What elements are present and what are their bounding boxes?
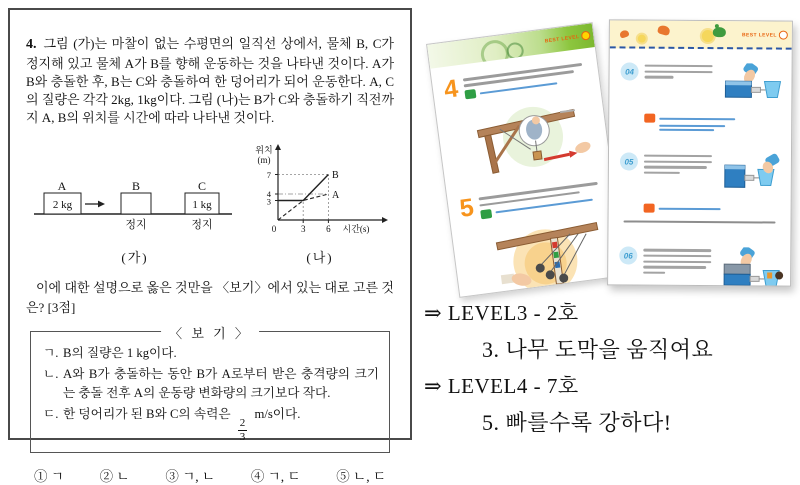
section-04-tip	[644, 114, 782, 132]
best-level-label: BEST LEVEL	[742, 32, 777, 38]
handwriting-line	[480, 82, 558, 94]
text-line-placeholder	[645, 76, 674, 79]
section-06-text	[643, 247, 715, 287]
diagram-ga	[26, 162, 244, 266]
x-axis-arrow-icon	[382, 217, 388, 223]
figures-row	[26, 140, 394, 266]
workbook-pages	[432, 4, 798, 304]
block-a-label: A	[58, 179, 67, 193]
question-prompt: 이에 대한 설명으로 옳은 것만을 〈보기〉에서 있는 대로 고른 것은? [3점]	[26, 278, 394, 317]
bogi-item-n-label: ㄴ.	[43, 365, 63, 403]
book-pages	[725, 81, 751, 85]
bogi-item-d-before: 한 덩어리가 된 B와 C의 속력은	[63, 407, 231, 421]
section-04-number: 04	[621, 62, 639, 80]
hint-chip-icon	[464, 89, 476, 99]
spring-scale	[750, 277, 759, 282]
level-number-icon	[581, 31, 591, 41]
push-book-drawing	[722, 153, 782, 197]
ytick-4: 4	[267, 189, 272, 199]
question-number: 4.	[26, 37, 44, 52]
butterfly-icon	[619, 29, 630, 39]
block-a-mass: 2 kg	[53, 199, 73, 211]
text-line-placeholder	[644, 166, 707, 169]
section-05-tip	[644, 204, 782, 214]
y-axis-label: 위치	[255, 144, 272, 155]
push-stacked-blocks-drawing	[721, 248, 781, 287]
ytick-7: 7	[267, 170, 271, 180]
bogi-item-g-text: B의 질량은 1 kg이다.	[63, 344, 379, 363]
right-page-badge	[742, 30, 788, 39]
right-page-header	[610, 20, 792, 49]
bogi-box	[30, 331, 390, 452]
section-04-text	[644, 63, 716, 113]
workbook-page-right	[607, 19, 793, 286]
line-b	[278, 175, 328, 201]
caption-line-1: ⇒ LEVEL3 - 2호	[424, 303, 798, 324]
block-b-label: B	[132, 179, 140, 193]
bogi-item-g	[43, 344, 379, 363]
section-06-illustration	[721, 248, 781, 287]
choice-2: ② ㄴ	[100, 465, 130, 485]
choice-3: ③ ㄱ, ㄴ	[165, 465, 215, 485]
fraction-numerator: 2	[240, 417, 246, 430]
section-05-number: 05	[620, 152, 638, 170]
section-06	[619, 247, 781, 287]
text-line-placeholder	[644, 171, 680, 174]
choice-1: ① ㄱ	[34, 465, 64, 485]
page-number-icon	[767, 272, 772, 278]
y-axis-unit: (m)	[258, 155, 271, 165]
section-04	[620, 62, 782, 112]
workbook-page-left	[426, 22, 626, 298]
bogi-item-n	[43, 365, 379, 403]
diagram-ga-caption: (가)	[26, 247, 244, 266]
text-line-placeholder	[644, 160, 712, 163]
caption-line-4: 5. 빠를수록 강하다!	[424, 412, 798, 434]
section-05	[620, 152, 782, 202]
post-stripe	[553, 251, 559, 258]
text-line-placeholder	[643, 249, 711, 252]
formula-line-placeholder	[624, 220, 776, 223]
handwriting-line	[659, 117, 735, 120]
ytick-3: 3	[267, 197, 271, 207]
question-text: 그림 (가)는 마찰이 없는 수평면의 일직선 상에서, 물체 B, C가 정지해 있고 물체 A가 B를 향해 운동하는 것을 나타낸 것이다. A가 B와 충돌한 후, B는 C와 충돌하여 한 덩어리가 되어 운동한다. A, C의 질량은 각각 2kg, 1kg이다. 그림 (나)는 B가 C와 충돌하기 직전까지 A, B의 위치를 시간에 따라 나타낸 것이다.	[26, 36, 394, 125]
text-line-placeholder	[643, 260, 711, 263]
diagram-ga-drawing	[26, 162, 244, 240]
text-line-placeholder	[645, 70, 713, 73]
hint-chip-icon	[480, 209, 492, 219]
book-block	[724, 275, 750, 286]
section-05-illustration	[722, 153, 782, 202]
section-4-number: 4	[443, 77, 460, 102]
level-caption	[424, 303, 798, 449]
text-line-placeholder	[643, 255, 711, 258]
section-06-number: 06	[619, 247, 637, 265]
section-05-text	[644, 153, 716, 203]
bogi-item-d	[43, 405, 379, 443]
question-panel	[8, 8, 412, 440]
flower-icon	[638, 35, 646, 43]
block-b-state: 정지	[125, 217, 146, 231]
choice-5: ⑤ ㄴ, ㄷ	[336, 465, 386, 485]
block-c-state: 정지	[191, 217, 212, 231]
fraction-denominator: 3	[238, 430, 248, 444]
bogi-item-d-text	[63, 405, 379, 443]
book-pages	[725, 165, 745, 169]
spring-scale	[745, 175, 754, 180]
top-block	[724, 265, 750, 275]
butterfly-icon	[657, 24, 671, 36]
weight-block	[533, 151, 542, 160]
block-b	[121, 193, 151, 214]
x-axis-label: 시간(s)	[343, 223, 370, 234]
fraction-two-thirds	[238, 417, 248, 443]
block-c-label: C	[198, 179, 206, 193]
bogi-item-d-label: ㄷ.	[43, 405, 63, 443]
handwriting-line	[659, 125, 725, 127]
best-level-label: BEST LEVEL	[544, 34, 579, 44]
text-line-placeholder	[643, 266, 706, 269]
choice-4: ④ ㄱ, ㄷ	[251, 465, 301, 485]
graph-na-drawing	[244, 140, 396, 240]
experiment-illustration-2	[482, 209, 618, 298]
right-page-body	[608, 48, 792, 286]
frog-character-icon	[713, 27, 726, 37]
text-line-placeholder	[644, 155, 712, 158]
bogi-item-d-after: m/s이다.	[254, 407, 300, 421]
section-5-number: 5	[458, 197, 475, 222]
level-number-icon	[779, 31, 788, 40]
question-body	[26, 35, 394, 127]
left-page-body	[430, 47, 626, 298]
pulley-experiment-drawing	[466, 90, 595, 183]
spring-scale	[751, 87, 760, 92]
text-line-placeholder	[645, 65, 713, 68]
push-book-drawing	[722, 63, 782, 107]
graph-na	[244, 140, 396, 266]
pendulum-experiment-drawing	[482, 209, 611, 297]
bogi-title: 〈 보 기 〉	[161, 323, 259, 342]
bogi-item-n-text: A와 B가 충돌하는 동안 B가 A로부터 받은 충격량의 크기는 충돌 전후 A의 운동량 변화량의 크기보다 작다.	[63, 365, 379, 403]
tip-chip-icon	[644, 114, 655, 123]
origin-label: 0	[272, 224, 277, 234]
page-footer	[767, 271, 783, 279]
character-ball-icon	[775, 272, 783, 280]
tip-chip-icon	[644, 204, 655, 213]
caption-line-3: ⇒ LEVEL4 - 7호	[424, 376, 798, 397]
xtick-3: 3	[301, 224, 306, 234]
beaker	[764, 81, 780, 97]
bogi-item-g-label: ㄱ.	[43, 344, 63, 363]
block-c-mass: 1 kg	[192, 199, 212, 211]
y-axis-arrow-icon	[275, 144, 281, 150]
handwriting-line	[659, 207, 721, 209]
caption-line-2: 3. 나무 도막을 움직여요	[424, 339, 798, 361]
section-04-illustration	[722, 63, 782, 112]
graph-na-caption: (나)	[244, 247, 396, 266]
answer-choices	[34, 465, 386, 485]
handwriting-line	[659, 129, 714, 131]
velocity-arrowhead-icon	[98, 201, 105, 208]
text-line-placeholder	[643, 271, 665, 274]
left-page-badge	[544, 31, 591, 46]
line-b-label: B	[332, 170, 339, 181]
experiment-illustration-1	[466, 89, 602, 188]
xtick-6: 6	[326, 224, 331, 234]
line-a-label: A	[332, 190, 340, 201]
